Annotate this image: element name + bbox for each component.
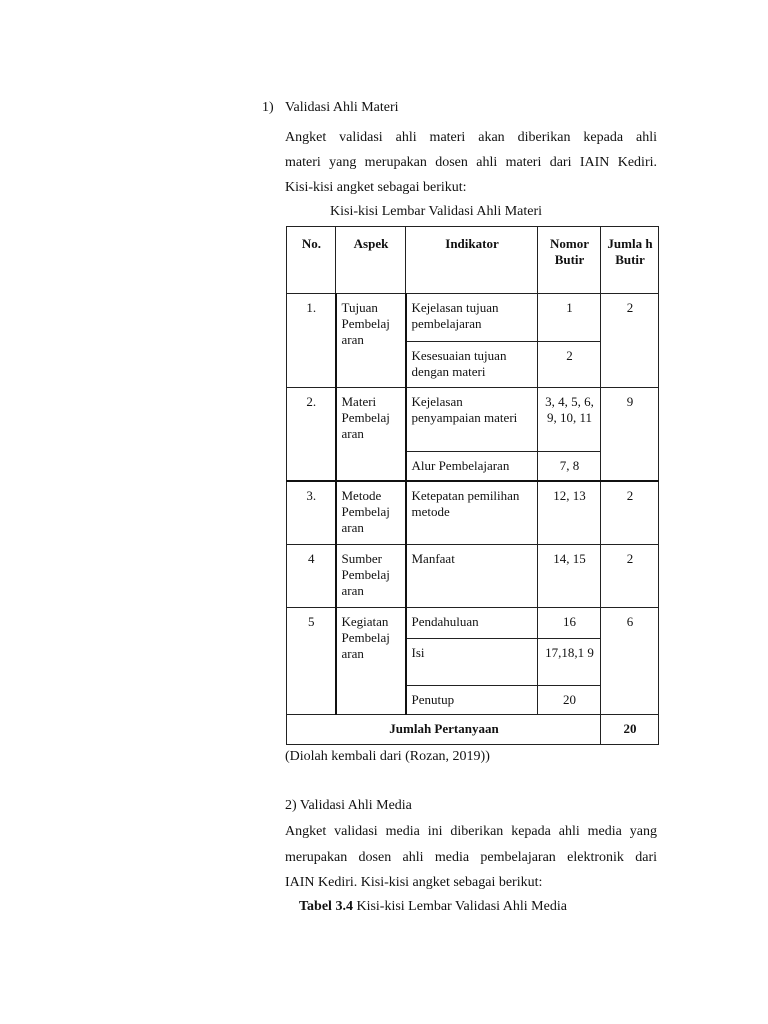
section-2-paragraph-line: Angket validasi media ini diberikan kepada ahli media yang — [285, 824, 657, 839]
cell-aspek: Metode Pembelaj aran — [336, 481, 406, 544]
cell-nomor: 16 — [538, 607, 601, 638]
cell-jumlah: 9 — [601, 388, 659, 482]
table-row — [287, 294, 659, 342]
cell-aspek: Kegiatan Pembelaj aran — [336, 607, 406, 714]
section-1-number: 1) — [262, 100, 274, 115]
section-1-paragraph-line: Kisi-kisi angket sebagai berikut: — [285, 180, 467, 195]
cell-jumlah: 2 — [601, 481, 659, 544]
cell-no: 3. — [287, 481, 336, 544]
total-value: 20 — [601, 714, 659, 744]
cell-indikator: Ketepatan pemilihan metode — [406, 481, 538, 544]
section-1-paragraph-line: Angket validasi ahli materi akan diberikan kepada ahli — [285, 130, 657, 145]
table-row — [287, 607, 659, 638]
caption-text: Kisi-kisi Lembar Validasi Ahli Media — [356, 899, 567, 914]
cell-indikator: Alur Pembelajaran — [406, 452, 538, 482]
section-1-paragraph-line: materi yang merupakan dosen ahli materi dari IAIN Kediri. — [285, 155, 657, 170]
cell-no: 4 — [287, 544, 336, 607]
section-2-paragraph-line: merupakan dosen ahli media pembelajaran elektronik dari — [285, 850, 657, 865]
cell-nomor: 7, 8 — [538, 452, 601, 482]
cell-jumlah: 6 — [601, 607, 659, 714]
cell-nomor: 2 — [538, 342, 601, 388]
total-label: Jumlah Pertanyaan — [287, 714, 601, 744]
table-row — [287, 481, 659, 544]
source-note: (Diolah kembali dari (Rozan, 2019)) — [285, 749, 490, 764]
table-total-row — [287, 714, 659, 744]
cell-aspek: Materi Pembelaj aran — [336, 388, 406, 482]
cell-indikator: Isi — [406, 638, 538, 685]
cell-nomor: 20 — [538, 685, 601, 714]
table-3-4-caption — [299, 896, 567, 918]
header-no: No. — [287, 227, 336, 294]
cell-indikator: Pendahuluan — [406, 607, 538, 638]
cell-indikator: Manfaat — [406, 544, 538, 607]
header-indikator: Indikator — [406, 227, 538, 294]
cell-no: 1. — [287, 294, 336, 388]
header-nomor-butir: Nomor Butir — [538, 227, 601, 294]
caption-label: Tabel 3.4 — [299, 899, 353, 914]
cell-indikator: Kejelasan penyampaian materi — [406, 388, 538, 452]
cell-nomor: 3, 4, 5, 6, 9, 10, 11 — [538, 388, 601, 452]
section-2-paragraph-line: IAIN Kediri. Kisi-kisi angket sebagai berikut: — [285, 875, 543, 890]
cell-nomor: 17,18,1 9 — [538, 638, 601, 685]
cell-aspek: Tujuan Pembelaj aran — [336, 294, 406, 388]
cell-aspek: Sumber Pembelaj aran — [336, 544, 406, 607]
header-aspek: Aspek — [336, 227, 406, 294]
table-header-row — [287, 227, 659, 294]
cell-jumlah: 2 — [601, 544, 659, 607]
cell-no: 2. — [287, 388, 336, 482]
cell-indikator: Kesesuaian tujuan dengan materi — [406, 342, 538, 388]
kisi-kisi-table — [286, 226, 659, 745]
header-jumlah-butir: Jumla h Butir — [601, 227, 659, 294]
section-1-title: Validasi Ahli Materi — [285, 100, 399, 115]
cell-nomor: 14, 15 — [538, 544, 601, 607]
table-row — [287, 388, 659, 452]
section-1-heading — [262, 100, 399, 116]
cell-nomor: 1 — [538, 294, 601, 342]
section-2-heading: 2) Validasi Ahli Media — [285, 798, 412, 813]
table-row — [287, 544, 659, 607]
cell-no: 5 — [287, 607, 336, 714]
cell-indikator: Kejelasan tujuan pembelajaran — [406, 294, 538, 342]
table-caption: Kisi-kisi Lembar Validasi Ahli Materi — [330, 204, 543, 219]
cell-jumlah: 2 — [601, 294, 659, 388]
cell-nomor: 12, 13 — [538, 481, 601, 544]
cell-indikator: Penutup — [406, 685, 538, 714]
